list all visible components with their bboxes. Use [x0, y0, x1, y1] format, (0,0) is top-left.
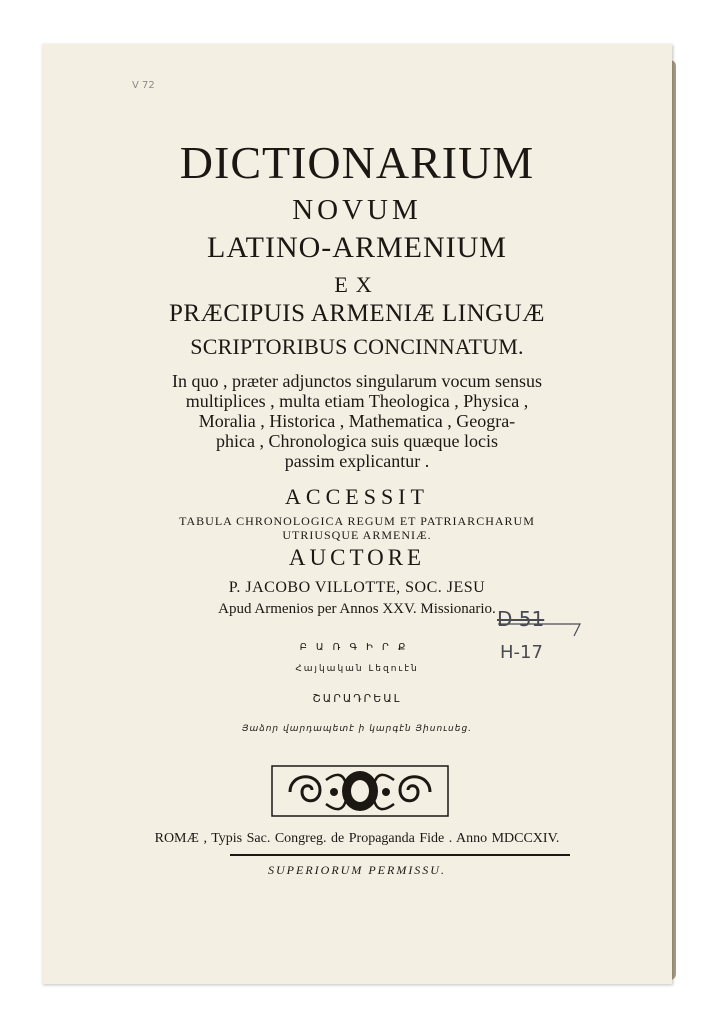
imprint-rule [230, 854, 570, 856]
corner-annotation: V 72 [132, 80, 155, 91]
armenian-author: Յաձոր վարդապետէ ի կարգէն Յիսուսեց. [241, 724, 473, 734]
description-line: Moralia , Historica , Mathematica , Geogra- [198, 411, 516, 431]
imprint-line: ROMÆ , Typis Sac. Congreg. de Propaganda Fide . Anno MDCCXIV. [154, 831, 560, 846]
accessit-line-1: TABULA CHRONOLOGICA REGUM ET PATRIARCHARUM [179, 514, 535, 528]
description-line: passim explicantur . [284, 451, 430, 471]
author-name: P. JACOBO VILLOTTE, SOC. JESU [228, 579, 486, 596]
printer-ornament [270, 762, 450, 820]
armenian-title: ԲԱՌԳԻՐՔ [299, 642, 415, 653]
armenian-heading: ՇԱՐԱԴՐԵԱԼ [312, 692, 402, 705]
title-scriptoribus: SCRIPTORIBUS CONCINNATUM. [190, 334, 524, 359]
shelfmark-annotation: D 51 [497, 607, 545, 631]
title-page [42, 44, 672, 984]
code-annotation: H-17 [500, 642, 543, 663]
description-line: phica , Chronologica suis quæque locis [216, 431, 498, 451]
accessit-heading: ACCESSIT [285, 484, 429, 509]
accessit-line-2: UTRIUSQUE ARMENIÆ. [282, 528, 432, 542]
author-role: Apud Armenios per Annos XXV. Missionario. [218, 601, 496, 617]
title-praecipuis: PRÆCIPUIS ARMENIÆ LINGUÆ [169, 300, 545, 327]
title-main: DICTIONARIUM [179, 137, 535, 188]
auctore-heading: AUCTORE [288, 545, 426, 570]
pencil-bracket [494, 622, 584, 652]
permission-line: SUPERIORUM PERMISSU. [268, 863, 446, 877]
description-line: In quo , præter adjunctos singularum vocum sensus [172, 371, 542, 391]
title-novum: NOVUM [292, 194, 422, 226]
title-latino-armenium: LATINO-ARMENIUM [207, 231, 507, 264]
armenian-subtitle: Հայկական Լեզուէն [295, 664, 419, 674]
title-ex: EX [334, 272, 380, 297]
description-line: multiplices , multa etiam Theologica , Physica , [185, 391, 529, 411]
